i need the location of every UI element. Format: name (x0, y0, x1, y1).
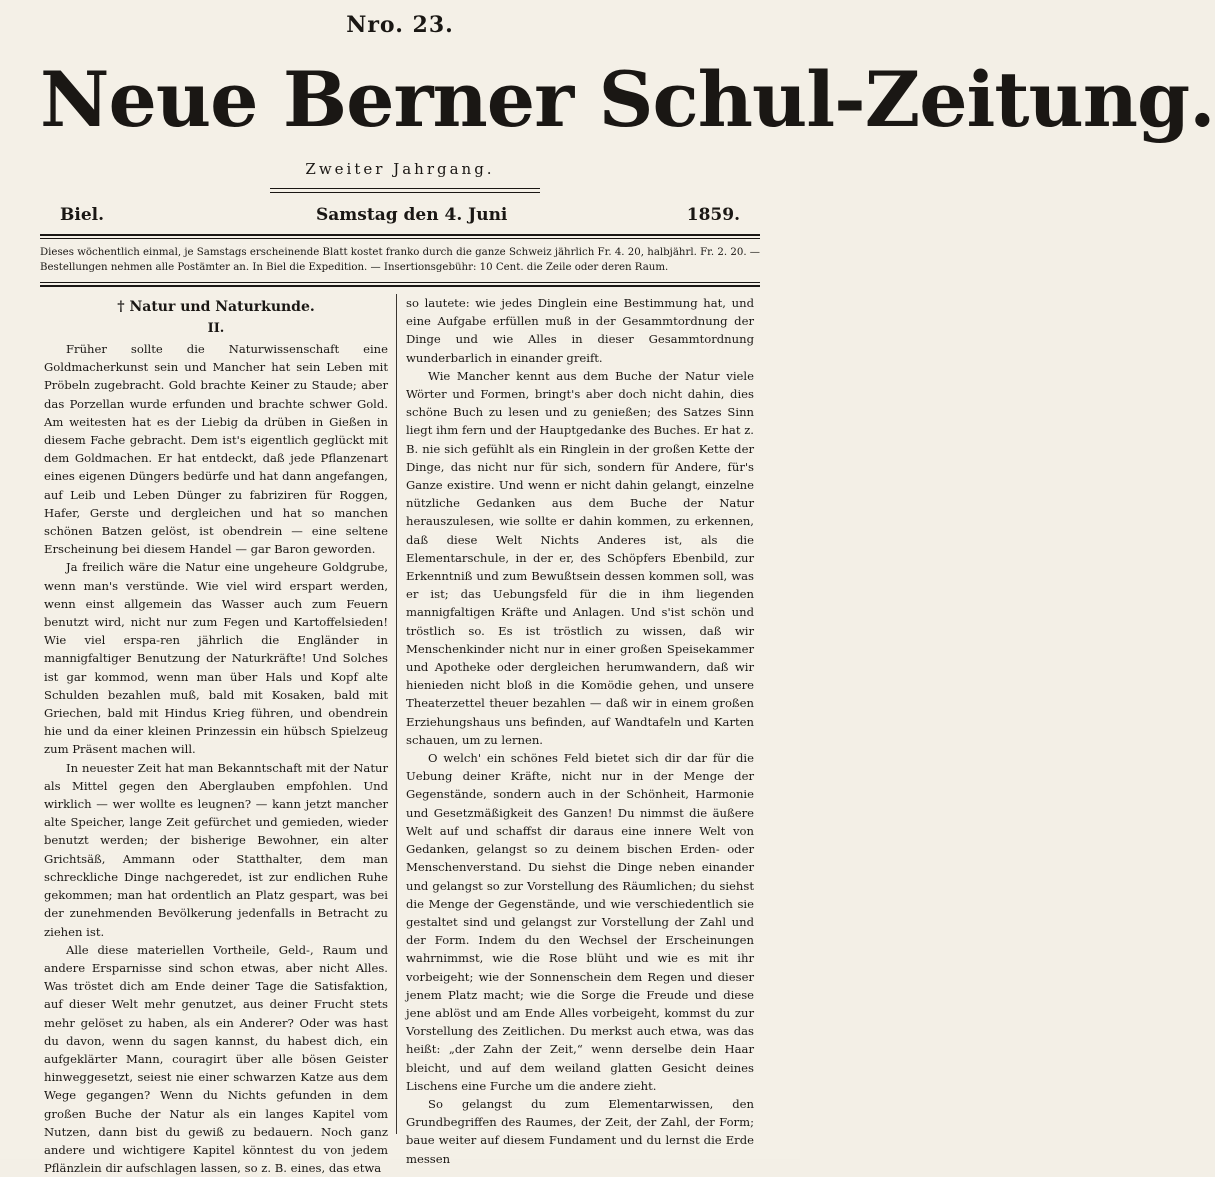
article-paragraph: Ja freilich wäre die Natur eine ungeheure Goldgrube, wenn man's verstünde. Wie viel wird erspart werden, wenn einst allgemein das Wasser auch zum Feuern benutzt wird, nicht nur zum Fegen und Kartoffelsieden! Wie viel erspa-ren jährlich die Engländer in mannigfaltiger Benutzung der Naturkräfte! Und Solches ist gar kommod, wenn man über Hals und Kopf alte Schulden bezahlen muß, bald mit Kosaken, bald mit Griechen, bald mit Hindus Krieg führen, und obendrein hie und da einer kleinen Prinzessin ein hübsch Spielzeug zum Präsent machen will. (44, 560, 388, 757)
article-paragraph: In neuester Zeit hat man Bekanntschaft mit der Natur als Mittel gegen den Aberglauben empfohlen. Und wirklich — wer wollte es leugnen? — kann jetzt mancher alte Speicher, lange Zeit gefürchet und gemieden, wieder benutzt werden; der bisherige Bewohner, ein alter Grichtsäß, Ammann oder Statthalter, dem man schreckliche Dinge nachgeredet, ist zur endlichen Ruhe gekommen; man hat ordentlich an Platz gespart, was bei der zunehmenden Bevölkerung jedenfalls in Betracht zu ziehen ist. (44, 760, 388, 939)
article-paragraph: so lautete: wie jedes Dinglein eine Bestimmung hat, und eine Aufgabe erfüllen muß in der Gesammtordnung der Dinge und wie Alles in dieser Gesammtordnung wunderbarlich in einander greift. (406, 296, 754, 365)
newspaper-subtitle: Zweiter Jahrgang. (305, 160, 495, 178)
dateline (60, 205, 740, 229)
article-paragraph: Alle diese materiellen Vortheile, Geld-, Raum und andere Ersparnisse sind schon etwas, aber nicht Alles. Was tröstet dich am Ende deiner Tage die Satisfaktion, auf dieser Welt mehr genutzet, aus deiner Frucht stets mehr gelöset zu haben, als ein Anderer? Oder was hast du davon, wenn du sagen kannst, du habest dich, ein aufgeklärter Mann, couragirt über alle bösen Geister hinweggesetzt, seiest nie einer schwarzen Katze aus dem Wege gegangen? Wenn du Nichts gefunden in dem großen Buche der Natur als ein langes Kapitel vom Nutzen, dann bist du gewiß zu bedauern. Noch ganz andere und wichtigere Kapitel könntest du von jedem Pflänzlein dir aufschlagen lassen, so z. B. eines, das etwa (44, 942, 388, 1176)
article-column-right (406, 294, 754, 1168)
dateline-year: 1859. (686, 205, 740, 225)
dateline-rule (40, 238, 760, 239)
subscription-notice: Dieses wöchentlich einmal, je Samstags erscheinende Blatt kostet franko durch die ganze Schweiz jährlich Fr. 4. 20, halbjährl. Fr. 2. 20. — Bestellungen nehmen alle Postämter an. In Biel die Expedition. — Insertionsgebühr: 10 Cent. die Zeile oder deren Raum. (40, 247, 760, 273)
article-paragraph: Wie Mancher kennt aus dem Buche der Natur viele Wörter und Formen, bringt's aber doch nicht dahin, dies schöne Buch zu lesen und zu genießen; des Satzes Sinn liegt ihm fern und der Hauptgedanke des Buches. Er hat z. B. nie sich gefühlt als ein Ringlein in der großen Kette der Dinge, das nicht nur für sich, sondern für Andere, für's Ganze existire. Und wenn er nicht dahin gelangt, einzelne nützliche Gedanken aus dem Buche der Natur herauszulesen, wie sollte er dahin kommen, zu erkennen, daß diese Welt Nichts Anderes ist, als die Elementarschule, in der er, des Schöpfers Ebenbild, zur Erkenntniß und zum Bewußtsein dessen kommen soll, was er ist; das Uebungsfeld für die in ihm liegenden mannigfaltigen Kräfte und Anlagen. Und s'ist schön und tröstlich so. Es ist tröstlich zu wissen, daß wir Menschenkinder nicht nur in einer großen Speisekammer und Apotheke oder dergleichen herumwandern, daß wir hienieden nicht bloß in die Komödie gehen, und unsere Theaterzettel theuer bezahlen — daß wir in einem großen Erziehungshaus uns befinden, auf Wandtafeln und Karten schauen, um zu lernen. (406, 368, 754, 747)
dateline-place: Biel. (60, 205, 105, 225)
column-divider (396, 294, 397, 1134)
newspaper-title: Neue Berner Schul-Zeitung. (40, 55, 1215, 144)
article-headline: † Natur und Naturkunde. (117, 299, 315, 315)
dateline-date: Samstag den 4. Juni (316, 205, 508, 225)
dateline-rule (40, 234, 760, 236)
masthead-rule (270, 188, 540, 189)
article-column-left (44, 294, 388, 1177)
article-paragraph: So gelangst du zum Elementarwissen, den Grundbegriffen des Raumes, der Zeit, der Zahl, der Form; baue weiter auf diesem Fundament und du lernst die Erde messen (406, 1096, 754, 1166)
article-section-number: II. (207, 321, 225, 336)
masthead-rule (270, 192, 540, 193)
issue-number: Nro. 23. (346, 12, 454, 38)
notice-rule (40, 285, 760, 287)
notice-rule (40, 282, 760, 283)
article-paragraph: O welch' ein schönes Feld bietet sich dir dar für die Uebung deiner Kräfte, nicht nur in der Menge der Gegenstände, sondern auch in der Schönheit, Harmonie und Gesetzmäßigkeit des Ganzen! Du nimmst die äußere Welt auf und schaffst dir daraus eine innere Welt von Gedanken, gelangst so zu deinem bischen Erden- oder Menschenverstand. Du siehst die Dinge neben einander und gelangst so zur Vorstellung des Räumlichen; du siehst die Menge der Gegenstände, und wie verschiedentlich sie gestaltet sind und gelangst zur Vorstellung der Zahl und der Form. Indem du den Wechsel der Erscheinungen wahrnimmst, wie die Rose blüht und wie es mit ihr vorbeigeht; wie der Sonnenschein dem Regen und dieser jenem Platz macht; wie die Sorge die Freude und diese jene ablöst und am Ende Alles vorbeigeht, kommst du zur Vorstellung des Zeitlichen. Du merkst auch etwa, was das heißt: „der Zahn der Zeit,“ wenn derselbe dein Haar bleicht, und auf dem weiland glatten Gesicht deines Lischens eine Furche um die andere zieht. (406, 751, 754, 1093)
article-paragraph: Früher sollte die Naturwissenschaft eine Goldmacherkunst sein und Mancher hat sein Leben mit Pröbeln zugebracht. Gold brachte Keiner zu Staude; aber das Porzellan wurde erfunden und brachte schwer Gold. Am weitesten hat es der Liebig da drüben in Gießen in diesem Fache gebracht. Dem ist's eigentlich geglückt mit dem Goldmachen. Er hat entdeckt, daß jede Pflanzenart eines eigenen Düngers bedürfe und hat dann angefangen, auf Leib und Leben Dünger zu fabriziren für Roggen, Hafer, Gerste und dergleichen und hat so manchen schönen Batzen gelöst, ist obendrein — eine seltene Erscheinung bei diesem Handel — gar Baron geworden. (44, 342, 388, 557)
